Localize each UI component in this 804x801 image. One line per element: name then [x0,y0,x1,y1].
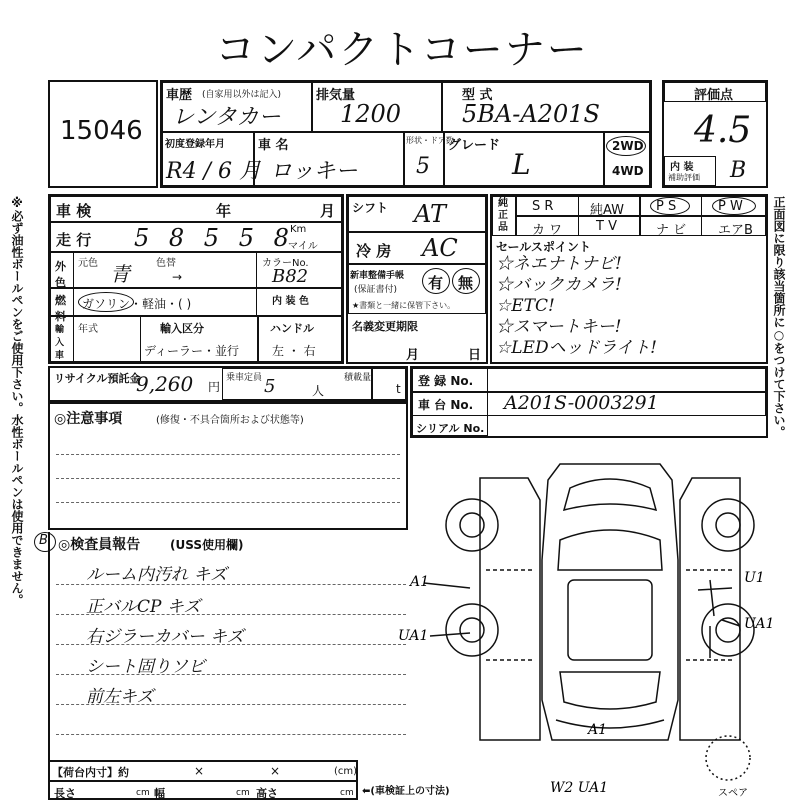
mark-rear: A1 [588,722,608,738]
mark-left-bottom: UA1 [398,628,429,644]
caution-label: ◎注意事項 [54,411,123,427]
shift-block [346,194,488,364]
equip-ps: P S [656,199,677,214]
score-box [662,80,768,188]
color-code-value: B82 [272,266,309,287]
spare-label: スペア [718,788,748,799]
report-line: 前左キズ [86,687,154,707]
interior-score-label: 内 装 [670,162,694,173]
recycle-label: リサイクル預託金 [54,372,141,385]
mark-bottom: W2 UA1 [550,780,609,796]
manual-label: 新車整備手帳 [350,271,405,281]
chassis-value: A201S-0003291 [504,392,659,414]
equipment-block [490,194,768,364]
history-value: レンタカー [172,105,281,130]
reg-no-label: 登 録 No. [418,374,474,388]
interior-color-label: 内 装 色 [272,296,309,307]
import-div-value: ディーラー・並行 [144,344,240,358]
serial-label: シリアル No. [416,422,485,435]
report-line: シート固りソビ [86,657,205,677]
selling-item: ☆ETC! [496,296,555,316]
selling-label: セールスポイント [496,240,591,254]
drive-4wd: 4WD [612,164,644,178]
capacity-value: 5 [264,376,276,397]
first-reg-value: R4 / 6 月 [166,159,261,184]
manual-no: 無 [458,274,474,292]
cargo-unit: (cm) [334,766,358,777]
equipment-label: 純正品 [498,198,508,233]
left-note: ※必ず油性ボールペンをご使用下さい。水性ボールペンは使用できません。 [10,196,24,606]
color-change-label: 色替 [156,258,176,269]
mileage-unit-km: Km [290,224,307,235]
name-change-month: 月 [406,348,420,363]
equip-aw: 純AW [590,203,625,218]
displacement-value: 1200 [340,100,402,128]
cargo-x1: × [194,764,205,778]
mark-right-top: U1 [744,570,765,586]
history-label: 車歴 [166,88,193,103]
inspection-year: 年 [216,202,232,220]
report-note: (USS使用欄) [170,538,244,552]
ac-label: 冷 房 [356,242,392,260]
doors-label: 形状・ドア数 [406,136,454,145]
model-value: 5BA-A201S [462,100,600,128]
report-marker: B [39,533,48,548]
report-line: 正バルCP キズ [86,597,201,617]
manual-sub: (保証書付) [354,285,398,295]
score-value: 4.5 [694,110,752,151]
right-note: 正面図に限り該当箇所に○をつけて下さい。 [772,196,786,438]
vehicle-info [160,80,652,188]
report-line: ルーム内汚れ キズ [86,565,228,585]
handle-label: ハンドル [270,322,314,335]
equip-leather: カ ワ [532,223,563,238]
fuel-label: 燃料 [55,294,66,323]
manual-yes: 有 [428,274,444,292]
mileage-unit-mile: マイル [288,241,318,252]
manual-note: ★書類と一緒に保管下さい。 [352,301,456,310]
equip-pw: P W [718,199,743,214]
import-label: 輸入車 [55,325,65,361]
page-title: コンパクトコーナー [215,27,589,73]
equip-airbag: エアB [718,223,753,238]
orig-color-value: 青 [110,262,130,286]
displacement-label: 排気量 [316,88,356,103]
cargo-length-label: 長さ [54,787,76,800]
ac-value: AC [422,234,458,262]
color-change-arrow: → [172,270,183,284]
ext-color-label: 外色 [55,260,66,289]
report-label: ◎検査員報告 [58,537,141,553]
name-change-label: 名義変更期限 [352,320,418,333]
report-line: 右ジラーカバー キズ [86,627,244,647]
caution-note: (修復・不具合箇所および状態等) [156,415,304,426]
recycle-unit: 円 [208,380,221,394]
name-label: 車 名 [258,138,289,153]
mark-right-bottom: UA1 [744,616,775,632]
lot-number: 15046 [60,116,143,146]
selling-item: ☆LEDヘッドライト! [496,338,657,358]
score-label: 評価点 [694,88,734,103]
equip-sr: S R [532,199,554,214]
cargo-width-label: 幅 [154,787,165,800]
chassis-label: 車 台 No. [418,398,474,412]
capacity-unit: 人 [312,384,325,398]
inspection-label: 車 検 [56,202,92,220]
inspection-block [48,194,344,364]
inspection-month: 月 [320,202,336,220]
lot-box [48,80,158,188]
history-note: (自家用以外は記入) [202,90,282,100]
handle-value: 左 ・ 右 [272,344,316,358]
name-change-day: 日 [468,348,482,363]
grade-value: L [512,148,531,181]
shift-label: シフト [352,201,389,215]
equip-tv: T V [596,219,617,234]
capacity-label: 乗車定員 [226,373,263,383]
mark-left-top: A1 [410,574,430,590]
cargo-label: 【荷台内寸】約 [52,766,129,779]
fuel-options: ガソリン・軽油・( ) [82,297,192,311]
drive-2wd: 2WD [612,139,644,153]
selling-list [496,254,657,359]
registration-block [410,366,768,438]
mileage-label: 走 行 [56,231,92,249]
cargo-box [48,760,358,800]
load-unit: t [396,382,401,396]
report-box [39,532,410,760]
selling-item: ☆ネエナトナビ! [496,254,622,274]
grade-label: グレード [448,138,501,153]
cargo-cm3: cm [340,788,354,798]
color-code-label: カラーNo. [262,258,309,269]
equip-navi: ナ ビ [656,223,687,238]
selling-item: ☆スマートキー! [496,317,622,337]
recycle-row [48,366,408,402]
caution-box [48,402,408,530]
cargo-note: ⬅(車検証上の寸法) [362,786,450,797]
cargo-cm2: cm [236,788,250,798]
first-reg-label: 初度登録年月 [165,139,225,150]
model-label: 型 式 [462,88,493,103]
load-label: 積載量 [344,373,372,383]
interior-score-sub: 補助評価 [668,173,700,182]
doors-value: 5 [416,154,430,179]
import-year-label: 年式 [78,324,98,335]
import-div-label: 輸入区分 [160,322,204,335]
cargo-cm1: cm [136,788,150,798]
shift-value: AT [414,200,447,228]
cargo-height-label: 高さ [256,787,278,800]
name-value: ロッキー [270,159,358,184]
mileage-value: 5 8 5 5 8 [134,224,295,252]
recycle-value: 9,260 [136,372,194,396]
selling-item: ☆バックカメラ! [496,275,622,295]
cargo-x2: × [270,764,281,778]
orig-color-label: 元色 [78,258,98,269]
interior-score-value: B [730,158,747,183]
